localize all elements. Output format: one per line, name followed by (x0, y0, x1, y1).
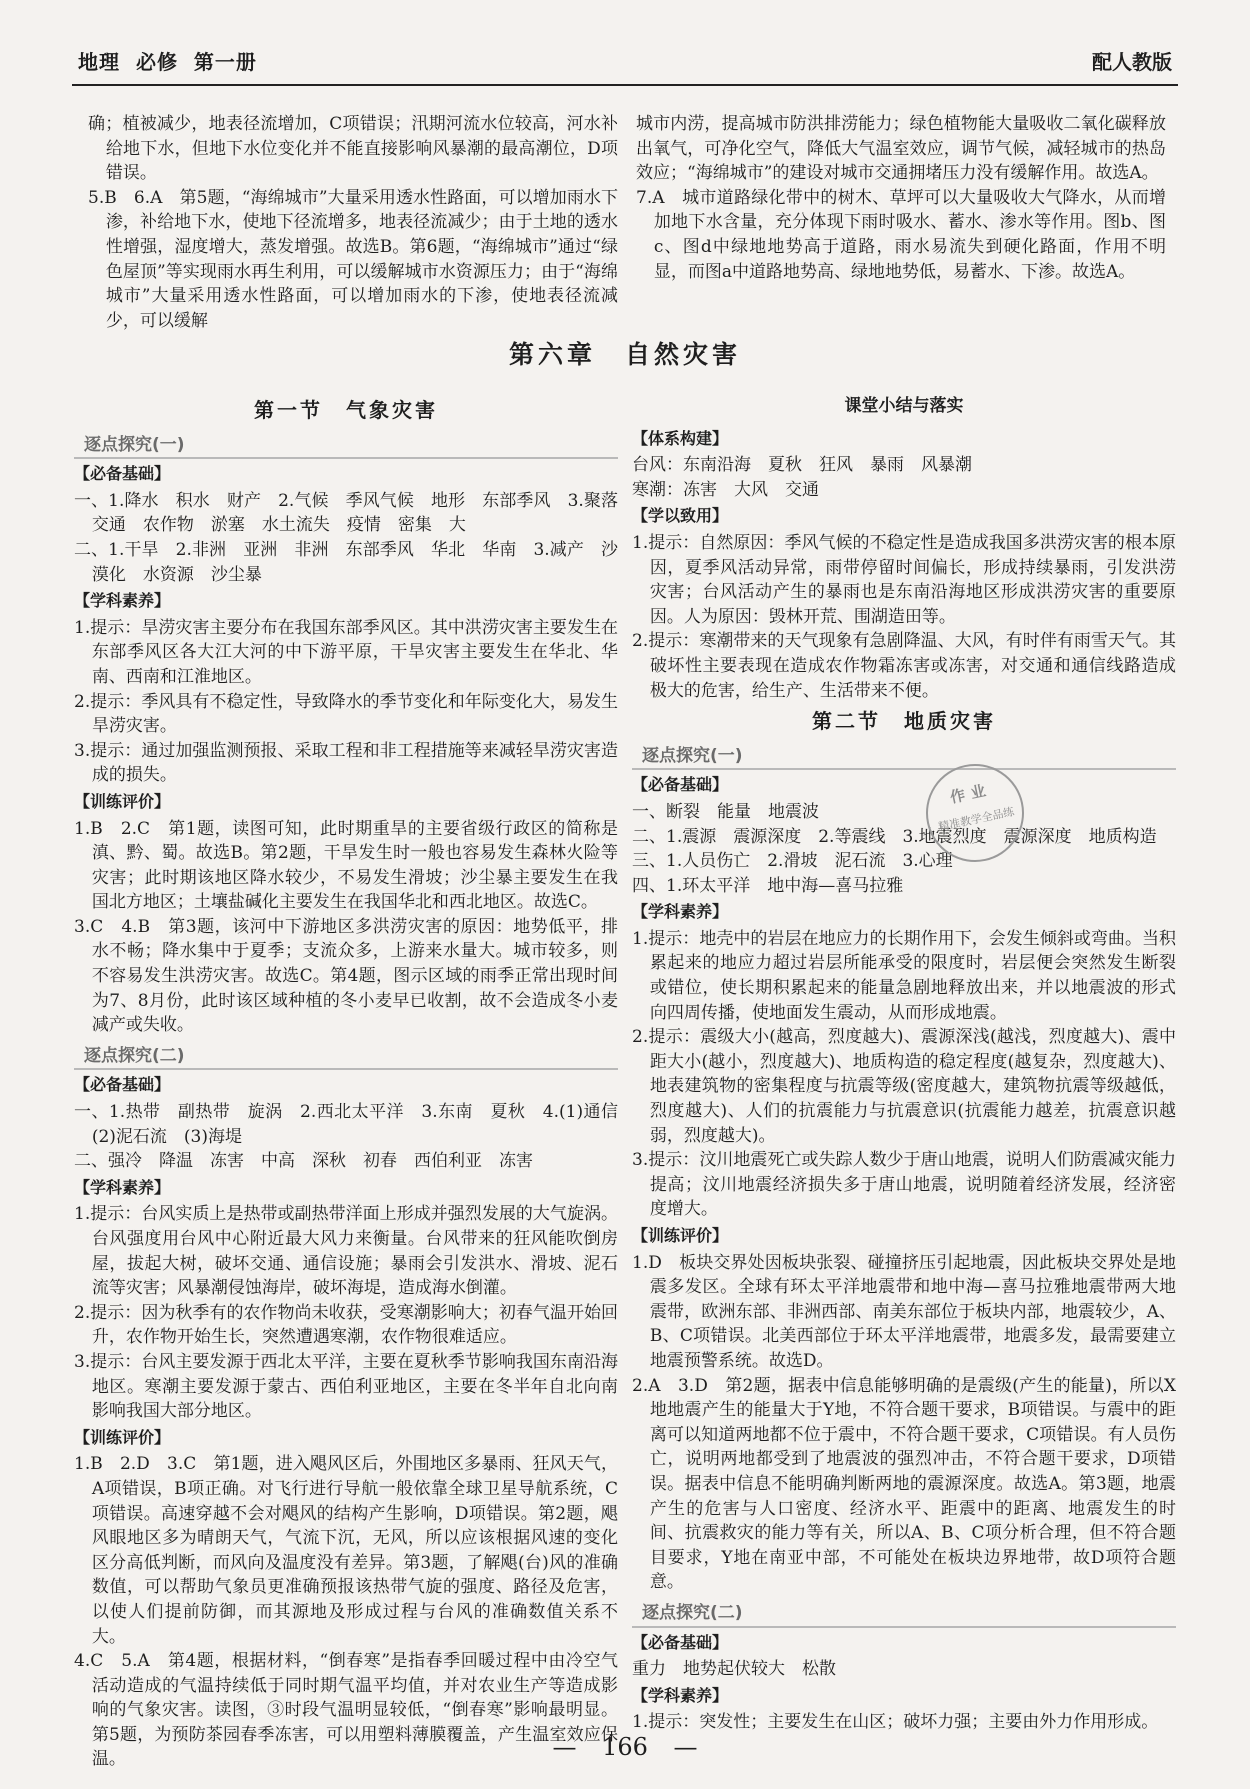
heading-tag: 【必备基础】 (632, 775, 729, 795)
section-title: 第一节 气象灾害 (254, 398, 438, 422)
answer-paragraph: 7.A 城市道路绿化带中的树木、草坪可以大量吸收大气降水，从而增加地下水含量，充分体现下雨时吸水、蓄水、渗水等作用。图b、图c、图d中绿地地势高于道路，雨水易流失到硬化路面，作用不明显，而图a中道路地势高、绿地地势低，易蓄水、下渗。故选A。 (636, 187, 1166, 282)
answer-paragraph: 四、1.环太平洋 地中海—喜马拉雅 (632, 875, 904, 896)
answer-paragraph: 3.提示：台风主要发源于西北太平洋，主要在夏秋季节影响我国东南沿海地区。寒潮主要发源于蒙古、西伯利亚地区，主要在冬半年自北向南影响我国大部分地区。 (74, 1351, 618, 1422)
heading-tag: 【学科素养】 (74, 591, 171, 611)
heading-tag: 【学科素养】 (632, 902, 729, 922)
header-edition: 配人教版 (1092, 50, 1172, 74)
heading-tag: 【训练评价】 (74, 1427, 171, 1447)
answer-paragraph: 2.提示：震级大小(越高，烈度越大)、震源深浅(越浅，烈度越大)、震中距大小(越小，烈度越大)、地质构造的稳定程度(越复杂，烈度越大)、地表建筑物的密集程度与抗震等级(密度越大，建筑物抗震等级越低，烈度越大)、人们的抗震能力与抗震意识(抗震能力越差，抗震意识越弱，烈度越大)。 (632, 1027, 1176, 1146)
right-column (632, 392, 1176, 1735)
header-book-title: 地理 必修 第一册 (78, 50, 257, 74)
answer-paragraph: 1.提示：旱涝灾害主要分布在我国东部季风区。其中洪涝灾害主要发生在东部季风区各大江大河的中下游平原，干旱灾害主要发生在华北、华南、西南和江淮地区。 (74, 617, 618, 687)
answer-paragraph: 二、1.震源 震源深度 2.等震线 3.地震烈度 震源深度 地质构造 (632, 826, 1157, 847)
answer-paragraph: 1.B 2.C 第1题，读图可知，此时期重旱的主要省级行政区的简称是滇、黔、蜀。故选B。第2题，干旱发生时一般也容易发生森林火险等灾害；此时期该地区降水较少，不易发生滑坡；沙尘暴主要发生在我国北方地区；土壤盐碱化主要发生在我国华北和西北地区。故选C。 (74, 818, 618, 913)
answer-paragraph: 一、1.降水 积水 财产 2.气候 季风气候 地形 东部季风 3.聚落 交通 农作物 淤塞 水土流失 疫情 密集 大 (74, 490, 635, 536)
heading-tag: 【学科素养】 (632, 1685, 729, 1705)
heading-tag: 【必备基础】 (74, 1075, 171, 1095)
answer-paragraph: 2.提示：寒潮带来的天气现象有急剧降温、大风，有时伴有雨雪天气。其破坏性主要表现在造成农作物霜冻害或冻害，对交通和通信线路造成极大的危害，给生产、生活带来不便。 (632, 631, 1176, 701)
heading-tag: 【训练评价】 (632, 1226, 729, 1245)
answer-paragraph: 2.提示：因为秋季有的农作物尚未收获，受寒潮影响大；初春气温开始回升，农作物开始生长，突然遭遇寒潮，农作物很难适应。 (74, 1302, 618, 1348)
answer-paragraph: 3.提示：通过加强监测预报、采取工程和非工程措施等来减轻旱涝灾害造成的损失。 (74, 740, 618, 786)
heading-tag: 【学以致用】 (632, 506, 729, 526)
answer-paragraph: 1.提示：自然原因：季风气候的不稳定性是造成我国多洪涝灾害的根本原因，夏季风活动异常，雨带停留时间偏长，形成持续暴雨，引发洪涝灾害；台风活动产生的暴雨也是东南沿海地区形成洪涝灾害的重要原因。人为原因：毁林开荒、围湖造田等。 (632, 532, 1176, 627)
stamp-top-text: 作业 (948, 780, 994, 807)
heading-tag: 【学科素养】 (74, 1177, 171, 1197)
heading-tag: 【必备基础】 (632, 1632, 729, 1652)
answer-paragraph: 确；植被减少，地表径流增加，C项错误；汛期河流水位较高，河水补给地下水，但地下水位变化并不能直接影响风暴潮的最高潮位，D项错误。 (88, 114, 618, 184)
heading-tag: 【训练评价】 (74, 791, 171, 811)
answer-paragraph: 1.提示：突发性；主要发生在山区；破坏力强；主要由外力作用形成。 (632, 1712, 1159, 1733)
summary-title: 课堂小结与落实 (844, 396, 964, 416)
answer-paragraph: 2.A 3.D 第2题，据表中信息能够明确的是震级(产生的能量)，所以X地地震产生的能量大于Y地，不符合题干要求，B项错误。与震中的距离可以知道两地都不位于震中，不符合题干要求，C项错误。有人员伤亡，说明两地都受到了地震波的强烈冲击，不符合题干要求，D项错误。据表中信息不能明确判断两地的震源深度。故选A。第3题，地震产生的危害与人口密度、经济水平、距震中的距离、地震发生的时间、抗震救灾的能力等有关，所以A、B、C项分析合理，但不符合题目要求，Y地在南亚中部，不可能处在板块边界地带，故D项符合题意。 (632, 1375, 1176, 1593)
answer-paragraph: 三、1.人员伤亡 2.滑坡 泥石流 3.心理 (632, 851, 953, 872)
section-tab: 逐点探究(二) (74, 1044, 618, 1071)
answer-paragraph: 城市内涝，提高城市防洪排涝能力；绿色植物能大量吸收二氧化碳释放出氧气，可净化空气，降低大气温室效应，调节气候，减轻城市的热岛效应；“海绵城市”的建设对城市交通拥堵压力没有缓解作用。故选A。 (636, 114, 1166, 184)
answer-paragraph: 1.提示：地壳中的岩层在地应力的长期作用下，会发生倾斜或弯曲。当积累起来的地应力超过岩层所能承受的限度时，岩层便会突然发生断裂或错位，使长期积累起来的能量急剧地释放出来，并以地震波的形式向四周传播，使地面发生震动，从而形成地震。 (632, 928, 1176, 1023)
answer-paragraph: 2.提示：季风具有不稳定性，导致降水的季节变化和年际变化大，易发生旱涝灾害。 (74, 691, 618, 737)
answer-paragraph: 3.C 4.B 第3题，该河中下游地区多洪涝灾害的原因：地势低平，排水不畅；降水集中于夏季；支流众多，上游来水量大。城市较多，则不容易发生洪涝灾害。故选C。第4题，图示区域的雨季正常出现时间为7、8月份，此时该区域种植的冬小麦早已收割，故不会造成冬小麦减产或失收。 (74, 916, 618, 1036)
answer-paragraph: 二、强冷 降温 冻害 中高 深秋 初春 西伯利亚 冻害 (74, 1151, 533, 1172)
chapter-title: 第六章 自然灾害 (508, 340, 741, 369)
stamp-bottom-text: 精准教学全品练 (937, 804, 1016, 834)
header-divider (72, 84, 1178, 86)
answer-paragraph: 1.提示：台风实质上是热带或副热带洋面上形成并强烈发展的大气旋涡。台风强度用台风中心附近最大风力来衡量。台风带来的狂风能吹倒房屋，拔起大树，破坏交通、通信设施；暴雨会引发洪水、滑坡、泥石流等灾害；风暴潮侵蚀海岸，破坏海堤，造成海水倒灌。 (74, 1204, 618, 1299)
answer-paragraph: 寒潮：冻害 大风 交通 (632, 479, 819, 500)
answer-paragraph: 1.B 2.D 3.C 第1题，进入飓风区后，外围地区多暴雨、狂风天气，A项错误，B项正确。对飞行进行导航一般依靠全球卫星导航系统，C项错误。高速穿越不会对飓风的结构产生影响，D项错误。第2题，飓风眼地区多为晴朗天气，气流下沉，无风，所以应该根据风速的变化区分高低判断，而风向及温度没有差异。第3题，了解飓(台)风的准确数值，可以帮助气象员更准确预报该热带气旋的强度、路径及危害，以使人们提前防御，而其源地及形成过程与台风的准确数值关系不大。 (74, 1454, 618, 1647)
section-tab: 逐点探究(一) (74, 433, 618, 460)
answer-paragraph: 1.D 板块交界处因板块张裂、碰撞挤压引起地震，因此板块交界处是地震多发区。全球有环太平洋地震带和地中海—喜马拉雅地震带两大地震带，欧洲东部、非洲西部、南美东部位于板块内部，地震较少，A、B、C项错误。北美西部位于环太平洋地震带，地震多发，最需要建立地震预警系统。故选D。 (632, 1252, 1176, 1371)
answer-paragraph: 3.提示：汶川地震死亡或失踪人数少于唐山地震，说明人们防震减灾能力提高；汶川地震经济损失多于唐山地震，说明随着经济发展，经济密度增大。 (632, 1150, 1176, 1220)
top-left-column (88, 112, 618, 333)
heading-tag: 【体系构建】 (632, 428, 729, 448)
answer-paragraph: 4.C 5.A 第4题，根据材料，“倒春寒”是指春季回暖过程中由冷空气活动造成的气温持续低于同时期气温平均值，并对农业生产等造成影响的气象灾害。读图，③时段气温明显较低，“倒春寒”影响最明显。第5题，为预防茶园春季冻害，可以用塑料薄膜覆盖，产生温室效应保温。 (74, 1651, 618, 1770)
answer-paragraph: 台风：东南沿海 夏秋 狂风 暴雨 风暴潮 (632, 455, 972, 476)
answer-paragraph: 5.B 6.A 第5题，“海绵城市”大量采用透水性路面，可以增加雨水下渗，补给地下水，使地下径流增多，地表径流减少；由于土地的透水性增强，湿度增大，蒸发增强。故选B。第6题，“海绵城市”通过“绿色屋顶”等实现雨水再生利用，可以缓解城市水资源压力；由于“海绵城市”大量采用透水性路面，可以增加雨水的下渗，使地表径流减少，可以缓解 (88, 187, 618, 331)
answer-paragraph: 一、1.热带 副热带 旋涡 2.西北太平洋 3.东南 夏秋 4.(1)通信 (2)泥石流 (3)海堤 (74, 1102, 635, 1147)
heading-tag: 【必备基础】 (74, 464, 171, 484)
answer-paragraph: 一、断裂 能量 地震波 (632, 801, 819, 822)
section-tab: 逐点探究(一) (632, 744, 1176, 771)
answer-paragraph: 重力 地势起伏较大 松散 (632, 1659, 836, 1680)
top-right-column (636, 112, 1166, 284)
answer-paragraph: 二、1.干旱 2.非洲 亚洲 非洲 东部季风 华北 华南 3.减产 沙漠化 水资源 沙尘暴 (74, 539, 618, 585)
section-tab: 逐点探究(二) (632, 1601, 1176, 1628)
page-number: — 166 — (552, 1733, 698, 1761)
section-title: 第二节 地质灾害 (812, 709, 996, 734)
